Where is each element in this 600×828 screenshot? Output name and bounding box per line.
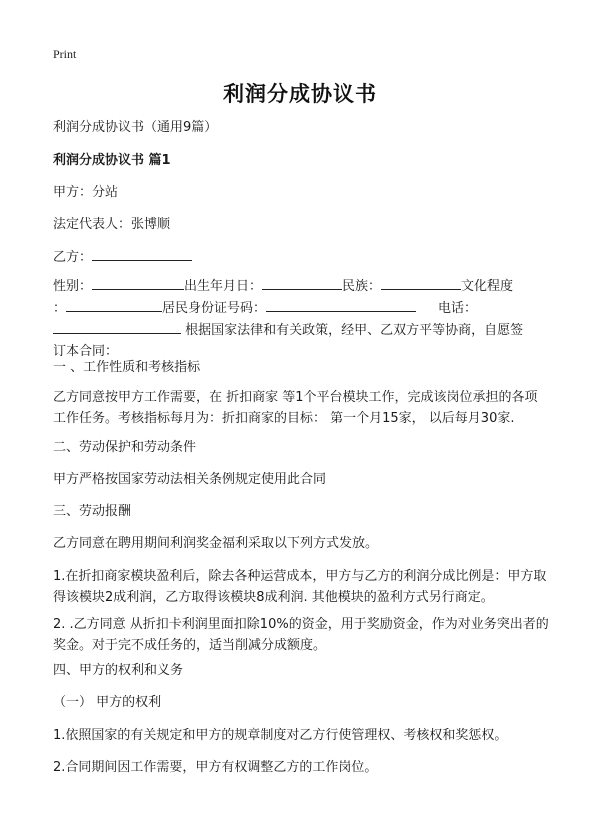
info-row-3 xyxy=(53,319,549,341)
phone-blank xyxy=(53,319,181,334)
section-heading: 利润分成协议书 篇1 xyxy=(53,153,171,168)
personal-info-block xyxy=(53,275,549,362)
section-4-heading: 四、甲方的权利和义务 xyxy=(53,663,184,678)
id-label: 居民身份证号码： xyxy=(162,301,267,316)
gender-label: 性别： xyxy=(53,279,93,294)
info-row-2 xyxy=(53,297,549,319)
document-title: 利润分成协议书 xyxy=(223,82,377,106)
birth-label: 出生年月日： xyxy=(184,279,263,294)
section-3-item-1: 1.在折扣商家模块盈利后，除去各种运营成本，甲方与乙方的利润分成比例是：甲方取得该模块2成利润，乙方取得该模块8成利润. 其他模块的盈利方式另行商定。 xyxy=(53,569,547,605)
education-blank xyxy=(66,297,162,312)
section-4-subheading: （一） 甲方的权利 xyxy=(53,695,162,710)
info-row-1 xyxy=(53,275,549,297)
clause-tail: 根据国家法律和有关政策，经甲、乙双方平等协商，自愿签 xyxy=(185,323,524,338)
party-b-label: 乙方： xyxy=(53,250,93,265)
phone-label: 电话： xyxy=(438,301,478,316)
ethnicity-blank xyxy=(381,275,461,290)
ethnicity-label: 民族： xyxy=(342,279,382,294)
print-link[interactable]: Print xyxy=(53,47,77,61)
party-a: 甲方：分站 xyxy=(53,185,119,200)
gender-blank xyxy=(92,275,184,290)
section-1-heading: 一 、工作性质和考核指标 xyxy=(53,360,201,375)
document-subtitle: 利润分成协议书（通用9篇） xyxy=(53,120,218,135)
education-label: 文化程度 xyxy=(461,279,514,294)
legal-representative: 法定代表人：张博顺 xyxy=(53,217,171,232)
section-3-body: 乙方同意在聘用期间利润奖金福利采取以下列方式发放。 xyxy=(53,536,379,551)
section-1-body: 乙方同意按甲方工作需要，在 折扣商家 等1个平台模块工作，完成该岗位承担的各项工作任务。考核指标每月为：折扣商家的目标： 第一个月15家， 以后每月30家. xyxy=(53,390,538,426)
section-4-item-1: 1.依照国家的有关规定和甲方的规章制度对乙方行使管理权、考核权和奖惩权。 xyxy=(53,728,508,743)
id-blank xyxy=(266,297,416,312)
section-2-heading: 二、劳动保护和劳动条件 xyxy=(53,440,197,455)
birth-blank xyxy=(262,275,342,290)
clause-end: 订本合同： xyxy=(53,344,119,359)
party-b-row xyxy=(53,246,553,268)
section-3-heading: 三、劳动报酬 xyxy=(53,504,132,519)
section-4-item-2: 2.合同期间因工作需要，甲方有权调整乙方的工作岗位。 xyxy=(53,760,378,775)
section-3-item-2: 2. .乙方同意 从折扣卡利润里面扣除10%的资金，用于奖励资金，作为对业务突出者的奖金。对于完不成任务的，适当削减分成额度。 xyxy=(53,617,549,653)
section-2-body: 甲方严格按国家劳动法相关条例规定使用此合同 xyxy=(53,472,327,487)
education-colon: ： xyxy=(53,301,67,316)
party-b-blank xyxy=(92,246,192,261)
